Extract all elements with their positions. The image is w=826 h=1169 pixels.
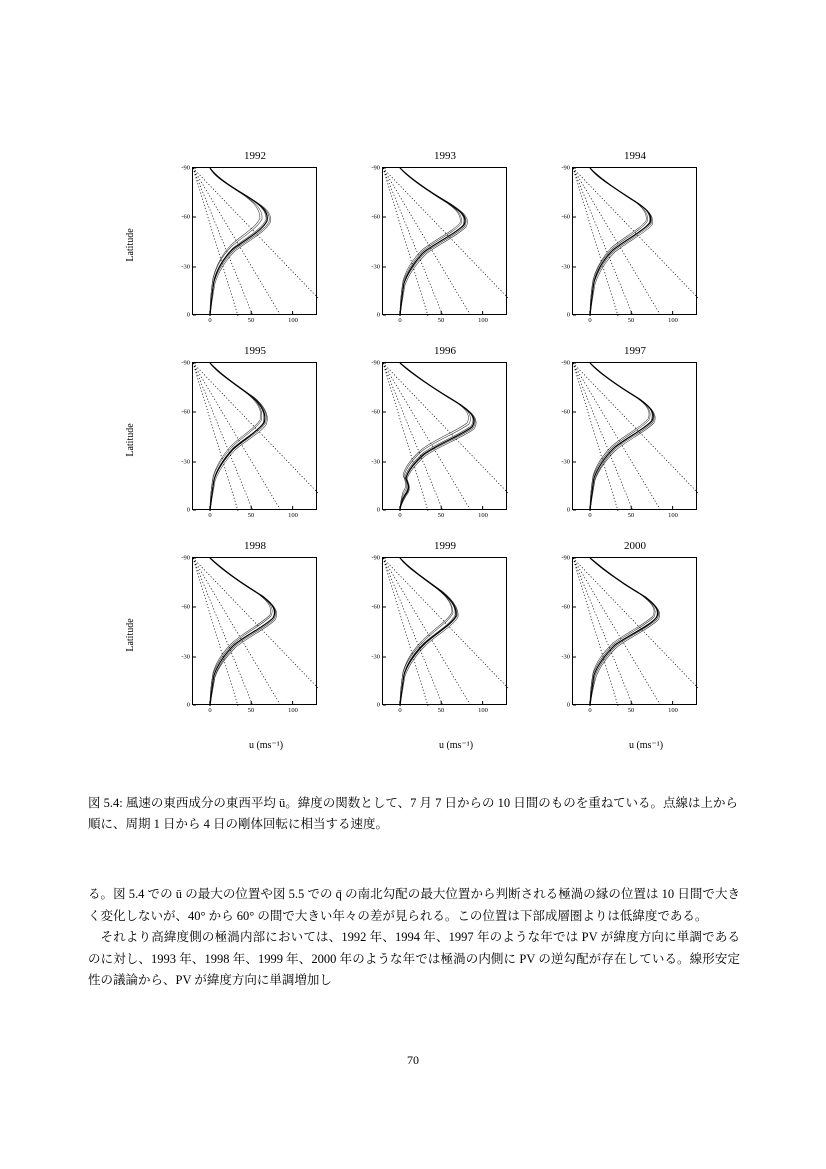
y-tick: -90 bbox=[371, 165, 383, 172]
y-tick: -60 bbox=[371, 604, 383, 611]
x-tick: 50 bbox=[628, 704, 635, 714]
x-axis-label-col2: u (ms⁻¹) bbox=[438, 740, 474, 751]
x-tick: 50 bbox=[628, 314, 635, 324]
y-tick: -30 bbox=[371, 263, 383, 270]
x-tick: 0 bbox=[588, 314, 591, 324]
panel-1993 bbox=[360, 150, 530, 340]
x-tick: 0 bbox=[208, 509, 211, 519]
paragraph-2: それより高緯度側の極渦内部においては、1992 年、1994 年、1997 年のような年では PV が緯度方向に単調であるのに対し、1993 年、1998 年、1999 年、2000 年のような年では極渦の内側に PV の逆勾配が存在している。線形安定性の議論から、PV が緯度方向に単調増加し bbox=[88, 930, 740, 987]
figure-caption: 図 5.4: 風速の東西成分の東西平均 ū。緯度の関数として、7 月 7 日からの 10 日間のものを重ねている。点線は上から順に、周期 1 日から 4 日の剛体回転に相当する速度。 bbox=[88, 796, 738, 831]
panel-title: 2000 bbox=[624, 540, 646, 552]
body-text bbox=[88, 884, 740, 992]
y-axis-label-row3: Latitude bbox=[125, 618, 137, 652]
plot-area bbox=[371, 164, 507, 324]
plot-area bbox=[181, 164, 317, 324]
x-tick: 100 bbox=[668, 704, 678, 714]
panel-title: 1996 bbox=[434, 345, 456, 357]
x-tick: 100 bbox=[668, 314, 678, 324]
panel-title: 1992 bbox=[244, 150, 266, 162]
panel-1992 bbox=[170, 150, 340, 340]
panel-title: 1994 bbox=[624, 150, 646, 162]
x-tick: 50 bbox=[628, 509, 635, 519]
panel-1995 bbox=[170, 345, 340, 535]
y-tick: -90 bbox=[561, 360, 573, 367]
panel-title: 1999 bbox=[434, 540, 456, 552]
y-tick: -60 bbox=[561, 604, 573, 611]
y-tick: -90 bbox=[181, 165, 193, 172]
y-tick: -90 bbox=[561, 165, 573, 172]
plot-area bbox=[371, 554, 507, 714]
y-tick: 0 bbox=[377, 507, 383, 514]
x-tick: 0 bbox=[398, 704, 401, 714]
y-tick: -90 bbox=[371, 555, 383, 562]
panel-2000 bbox=[550, 540, 720, 730]
x-tick: 100 bbox=[478, 314, 488, 324]
paragraph-1: る。図 5.4 での ū の最大の位置や図 5.5 での q̄ の南北勾配の最大位置から判断される極渦の縁の位置は 10 日間で大きく変化しないが、40° から 60° の間で大きい年々の差が見られる。この位置は下部成層圏よりは低緯度である。 bbox=[88, 887, 740, 923]
x-axis-label-col3: u (ms⁻¹) bbox=[628, 740, 664, 751]
x-tick: 0 bbox=[208, 314, 211, 324]
plot-area bbox=[181, 359, 317, 519]
x-axis-labels bbox=[170, 740, 700, 751]
y-tick: 0 bbox=[187, 312, 193, 319]
panel-1999 bbox=[360, 540, 530, 730]
y-tick: 0 bbox=[567, 702, 573, 709]
y-tick: -30 bbox=[561, 458, 573, 465]
plot-area bbox=[181, 554, 317, 714]
x-tick: 50 bbox=[438, 509, 445, 519]
y-tick: -60 bbox=[371, 214, 383, 221]
x-tick: 0 bbox=[398, 314, 401, 324]
x-tick: 0 bbox=[398, 509, 401, 519]
x-tick: 100 bbox=[288, 704, 298, 714]
y-tick: -60 bbox=[181, 409, 193, 416]
y-tick: -30 bbox=[371, 653, 383, 660]
page-number: 70 bbox=[407, 1053, 419, 1067]
x-tick: 50 bbox=[438, 704, 445, 714]
x-tick: 100 bbox=[288, 509, 298, 519]
panel-title: 1998 bbox=[244, 540, 266, 552]
y-tick: 0 bbox=[187, 507, 193, 514]
y-tick: -90 bbox=[181, 555, 193, 562]
x-tick: 0 bbox=[208, 704, 211, 714]
panel-1996 bbox=[360, 345, 530, 535]
panel-1997 bbox=[550, 345, 720, 535]
y-tick: -30 bbox=[181, 263, 193, 270]
panel-grid bbox=[170, 150, 698, 730]
x-tick: 0 bbox=[588, 704, 591, 714]
y-tick: 0 bbox=[377, 702, 383, 709]
y-tick: -60 bbox=[181, 214, 193, 221]
x-axis-label-col1: u (ms⁻¹) bbox=[248, 740, 284, 751]
plot-area bbox=[561, 554, 697, 714]
y-tick: -30 bbox=[561, 653, 573, 660]
y-tick: -30 bbox=[181, 458, 193, 465]
panel-1994 bbox=[550, 150, 720, 340]
x-tick: 50 bbox=[248, 509, 255, 519]
panel-title: 1993 bbox=[434, 150, 456, 162]
y-tick: -60 bbox=[561, 214, 573, 221]
y-tick: -30 bbox=[181, 653, 193, 660]
x-tick: 100 bbox=[478, 509, 488, 519]
x-tick: 50 bbox=[248, 314, 255, 324]
y-tick: -90 bbox=[181, 360, 193, 367]
plot-area bbox=[561, 164, 697, 324]
x-tick: 100 bbox=[668, 509, 678, 519]
x-tick: 50 bbox=[248, 704, 255, 714]
y-tick: 0 bbox=[567, 507, 573, 514]
plot-area bbox=[561, 359, 697, 519]
y-tick: -60 bbox=[561, 409, 573, 416]
panel-title: 1997 bbox=[624, 345, 646, 357]
plot-area bbox=[371, 359, 507, 519]
y-tick: -90 bbox=[561, 555, 573, 562]
x-tick: 100 bbox=[288, 314, 298, 324]
x-tick: 50 bbox=[438, 314, 445, 324]
y-tick: 0 bbox=[187, 702, 193, 709]
y-axis-label-row1: Latitude bbox=[125, 228, 137, 262]
y-tick: 0 bbox=[567, 312, 573, 319]
y-axis-label-row2: Latitude bbox=[125, 423, 137, 457]
figure-5-4 bbox=[125, 150, 698, 751]
y-tick: -90 bbox=[371, 360, 383, 367]
y-tick: -60 bbox=[181, 604, 193, 611]
panel-1998 bbox=[170, 540, 340, 730]
y-tick: 0 bbox=[377, 312, 383, 319]
y-tick: -30 bbox=[371, 458, 383, 465]
y-tick: -60 bbox=[371, 409, 383, 416]
x-tick: 100 bbox=[478, 704, 488, 714]
y-tick: -30 bbox=[561, 263, 573, 270]
x-tick: 0 bbox=[588, 509, 591, 519]
panel-title: 1995 bbox=[244, 345, 266, 357]
